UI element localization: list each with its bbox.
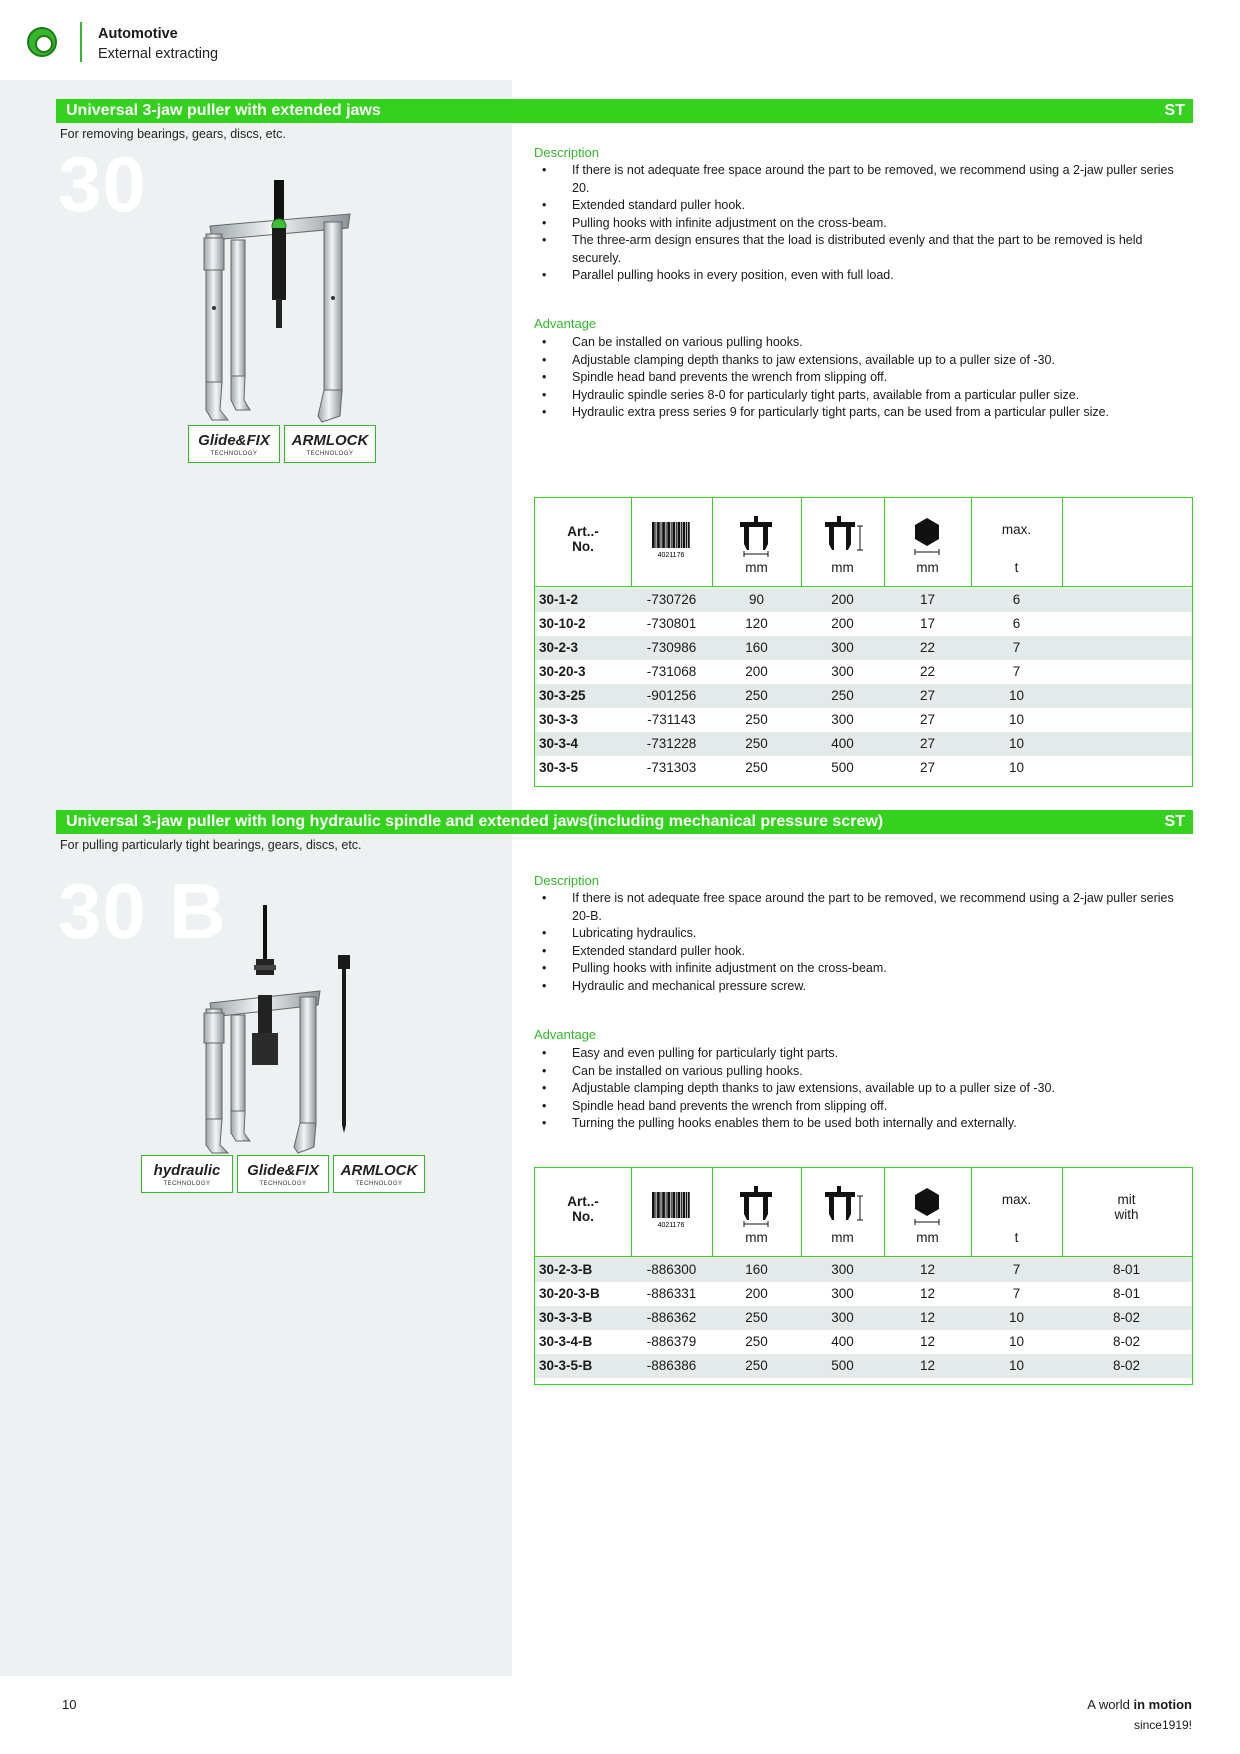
list-item: • Hydraulic spindle series 8-0 for particularly tight parts, available from a particular puller size.	[534, 387, 1194, 405]
table-cell: 200	[745, 1286, 768, 1301]
table-cell: 8-02	[1112, 1334, 1141, 1349]
list-item: • Pulling hooks with infinite adjustment on the cross-beam.	[534, 960, 1194, 978]
column-divider	[631, 498, 632, 586]
article-number: 30-2-3-B	[539, 1262, 593, 1277]
list-item: • Extended standard puller hook.	[534, 197, 1194, 215]
header-subcategory: External extracting	[98, 46, 219, 62]
list-item: • Lubricating hydraulics.	[534, 925, 1194, 943]
table-cell: 300	[831, 1310, 854, 1325]
table-cell: -886300	[646, 1262, 697, 1277]
section-1-advantage-list	[534, 334, 1194, 422]
table-cell: 12	[919, 1286, 936, 1301]
list-item: • If there is not adequate free space around the part to be removed, we recommend using a 2-jaw puller series 20.	[534, 162, 1194, 197]
armlock-logo: ARMLOCK TECHNOLOGY	[333, 1155, 425, 1193]
section-1-logos	[188, 425, 376, 463]
table-cell: 17	[919, 616, 936, 631]
jaw-depth-icon	[821, 514, 865, 558]
section-2-description-heading: Description	[534, 873, 600, 888]
table-cell: 250	[831, 688, 854, 703]
list-item: • Can be installed on various pulling hooks.	[534, 1063, 1194, 1081]
puller-3jaw-hydraulic-image	[200, 905, 360, 1155]
table-cell: 7	[1012, 664, 1021, 679]
table-cell: 160	[745, 1262, 768, 1277]
table-cell: 27	[919, 760, 936, 775]
table-row	[535, 684, 1192, 708]
article-number: 30-3-5-B	[539, 1358, 593, 1373]
hex-wrench-icon	[905, 514, 949, 558]
armlock-logo: ARMLOCK TECHNOLOGY	[284, 425, 376, 463]
column-divider	[631, 1168, 632, 1256]
table-cell: 12	[919, 1262, 936, 1277]
table-cell: 10	[1008, 1334, 1025, 1349]
table-cell: 250	[745, 688, 768, 703]
unit-label: mm	[916, 560, 939, 575]
glidefix-logo: Glide&FIX TECHNOLOGY	[237, 1155, 329, 1193]
list-item: • Can be installed on various pulling hooks.	[534, 334, 1194, 352]
article-number: 30-3-3-B	[539, 1310, 593, 1325]
table-cell: -886362	[646, 1310, 697, 1325]
hydraulic-logo: hydraulic TECHNOLOGY	[141, 1155, 233, 1193]
list-item: • Spindle head band prevents the wrench from slipping off.	[534, 369, 1194, 387]
list-item: • Turning the pulling hooks enables them to be used both internally and externally.	[534, 1115, 1194, 1133]
jaw-width-icon	[734, 514, 778, 558]
header-divider	[80, 22, 82, 62]
table-row	[535, 1258, 1192, 1282]
table-cell: 6	[1012, 592, 1021, 607]
list-item: • Spindle head band prevents the wrench from slipping off.	[534, 1098, 1194, 1116]
table-cell: 250	[745, 712, 768, 727]
table-cell: -731228	[646, 736, 697, 751]
unit-label: t	[1014, 560, 1019, 575]
unit-label: mm	[916, 1230, 939, 1245]
header-divider	[535, 586, 1192, 587]
jaw-depth-icon	[821, 1184, 865, 1228]
column-divider	[1062, 498, 1063, 586]
page-number: 10	[62, 1697, 77, 1712]
article-number: 30-20-3	[539, 664, 586, 679]
table-row	[535, 612, 1192, 636]
table-cell: 22	[919, 664, 936, 679]
table-cell: 250	[745, 1334, 768, 1349]
table-cell: 200	[745, 664, 768, 679]
unit-label: mm	[831, 560, 854, 575]
list-item: • Hydraulic extra press series 9 for particularly tight parts, can be used from a particular puller size.	[534, 404, 1194, 422]
glidefix-logo: Glide&FIX TECHNOLOGY	[188, 425, 280, 463]
table-cell: 300	[831, 1286, 854, 1301]
table-cell: 300	[831, 640, 854, 655]
table-row	[535, 756, 1192, 780]
table-cell: -886386	[646, 1358, 697, 1373]
mit-with-line: with	[1114, 1207, 1139, 1222]
table-cell: 17	[919, 592, 936, 607]
section-1-banner	[56, 99, 1193, 123]
svg-text:4021176: 4021176	[657, 552, 685, 559]
art-label-line: Art..-	[567, 524, 599, 539]
table-row	[535, 660, 1192, 684]
table-cell: 500	[831, 760, 854, 775]
footer-since: since1919!	[1133, 1718, 1192, 1732]
hex-wrench-icon	[905, 1184, 949, 1228]
table-cell: 8-01	[1112, 1262, 1141, 1277]
table-cell: 27	[919, 688, 936, 703]
list-item: • Parallel pulling hooks in every position, even with full load.	[534, 267, 1194, 285]
section-2-title: Universal 3-jaw puller with long hydraulic spindle and extended jaws(including mechanical pressure screw)	[66, 813, 884, 830]
section-1-description-heading: Description	[534, 145, 600, 160]
table-cell: 12	[919, 1310, 936, 1325]
list-item: • Pulling hooks with infinite adjustment on the cross-beam.	[534, 215, 1194, 233]
table-cell: 500	[831, 1358, 854, 1373]
table-cell: 12	[919, 1334, 936, 1349]
list-item: • Adjustable clamping depth thanks to jaw extensions, available up to a puller size of -30.	[534, 352, 1194, 370]
header-divider	[535, 1256, 1192, 1257]
section-2-banner	[56, 810, 1193, 834]
section-1-intro: For removing bearings, gears, discs, etc.	[60, 127, 286, 141]
table-row	[535, 708, 1192, 732]
table-cell: 300	[831, 712, 854, 727]
max-header: max.	[1001, 522, 1032, 537]
table-row	[535, 732, 1192, 756]
table-cell: 90	[748, 592, 765, 607]
table-cell: -730726	[646, 592, 697, 607]
barcode-icon	[649, 1188, 693, 1232]
article-number: 30-3-4-B	[539, 1334, 593, 1349]
table-cell: 10	[1008, 760, 1025, 775]
art-no-header	[535, 524, 631, 554]
table-cell: 22	[919, 640, 936, 655]
puller-3jaw-image	[200, 178, 360, 423]
section-1-advantage-heading: Advantage	[534, 316, 597, 331]
table-cell: -901256	[646, 688, 697, 703]
mit-with-header	[1062, 1192, 1191, 1222]
article-number: 30-3-3	[539, 712, 579, 727]
table-cell: 8-01	[1112, 1286, 1141, 1301]
section-2-description-list	[534, 890, 1194, 995]
barcode-icon	[649, 518, 693, 562]
table-cell: -731068	[646, 664, 697, 679]
table-cell: -731303	[646, 760, 697, 775]
article-number: 30-1-2	[539, 592, 579, 607]
table-cell: -886379	[646, 1334, 697, 1349]
table-row	[535, 1330, 1192, 1354]
table-cell: 250	[745, 1358, 768, 1373]
unit-label: mm	[745, 1230, 768, 1245]
section-2-advantage-list	[534, 1045, 1194, 1133]
section-2-badge: ST	[1164, 813, 1185, 830]
table-row	[535, 636, 1192, 660]
mit-with-line: mit	[1117, 1192, 1136, 1207]
table-cell: 7	[1012, 640, 1021, 655]
table-cell: 250	[745, 760, 768, 775]
table-cell: 400	[831, 1334, 854, 1349]
article-number: 30-3-4	[539, 736, 579, 751]
art-label-line: No.	[572, 1209, 594, 1224]
table-cell: -731143	[647, 712, 696, 727]
table-cell: 6	[1012, 616, 1021, 631]
list-item: • If there is not adequate free space around the part to be removed, we recommend using a 2-jaw puller series 20-B.	[534, 890, 1194, 925]
table-cell: 300	[831, 1262, 854, 1277]
table-cell: 27	[919, 736, 936, 751]
table-cell: 300	[831, 664, 854, 679]
art-no-header	[535, 1194, 631, 1224]
table-row	[535, 1354, 1192, 1378]
table-cell: 400	[831, 736, 854, 751]
footer-tagline: A world in motion	[1087, 1697, 1192, 1712]
table-cell: 120	[745, 616, 768, 631]
section-2-series: 30 B	[58, 867, 227, 955]
article-number: 30-10-2	[539, 616, 586, 631]
list-item: • Hydraulic and mechanical pressure screw.	[534, 978, 1194, 996]
table-row	[535, 1282, 1192, 1306]
table-row	[535, 588, 1192, 612]
table-cell: -730986	[646, 640, 697, 655]
article-number: 30-2-3	[539, 640, 579, 655]
section-1-title: Universal 3-jaw puller with extended jaws	[66, 102, 381, 119]
table-cell: 8-02	[1112, 1310, 1141, 1325]
list-item: • Adjustable clamping depth thanks to jaw extensions, available up to a puller size of -30.	[534, 1080, 1194, 1098]
brand-logo-icon	[27, 27, 57, 57]
header-category: Automotive	[98, 26, 178, 42]
table-cell: 10	[1008, 1310, 1025, 1325]
table-cell: 250	[745, 736, 768, 751]
svg-text:4021176: 4021176	[657, 1222, 685, 1229]
article-number: 30-3-25	[539, 688, 586, 703]
table-cell: 250	[745, 1310, 768, 1325]
table-cell: 7	[1012, 1262, 1021, 1277]
section-2-table	[534, 1167, 1193, 1385]
jaw-width-icon	[734, 1184, 778, 1228]
article-number: 30-20-3-B	[539, 1286, 600, 1301]
table-cell: 200	[831, 616, 854, 631]
list-item: • Extended standard puller hook.	[534, 943, 1194, 961]
table-cell: -730801	[646, 616, 697, 631]
table-row	[535, 1306, 1192, 1330]
table-cell: 200	[831, 592, 854, 607]
unit-label: mm	[745, 560, 768, 575]
table-cell: 7	[1012, 1286, 1021, 1301]
section-1-series: 30	[58, 140, 147, 228]
table-cell: 10	[1008, 736, 1025, 751]
art-label-line: Art..-	[567, 1194, 599, 1209]
table-cell: 10	[1008, 688, 1025, 703]
table-cell: -886331	[646, 1286, 697, 1301]
table-cell: 27	[919, 712, 936, 727]
table-cell: 10	[1008, 712, 1025, 727]
table-cell: 10	[1008, 1358, 1025, 1373]
section-2-logos	[141, 1155, 425, 1193]
art-label-line: No.	[572, 539, 594, 554]
list-item: • The three-arm design ensures that the load is distributed evenly and that the part to be removed is held securely.	[534, 232, 1194, 267]
unit-label: t	[1014, 1230, 1019, 1245]
table-cell: 12	[919, 1358, 936, 1373]
section-2-intro: For pulling particularly tight bearings, gears, discs, etc.	[60, 838, 362, 852]
table-cell: 8-02	[1112, 1358, 1141, 1373]
list-item: • Easy and even pulling for particularly tight parts.	[534, 1045, 1194, 1063]
section-2-advantage-heading: Advantage	[534, 1027, 597, 1042]
table-cell: 160	[745, 640, 768, 655]
unit-label: mm	[831, 1230, 854, 1245]
section-1-description-list	[534, 162, 1194, 285]
max-header: max.	[1001, 1192, 1032, 1207]
article-number: 30-3-5	[539, 760, 579, 775]
section-1-badge: ST	[1164, 102, 1185, 119]
section-1-table	[534, 497, 1193, 787]
